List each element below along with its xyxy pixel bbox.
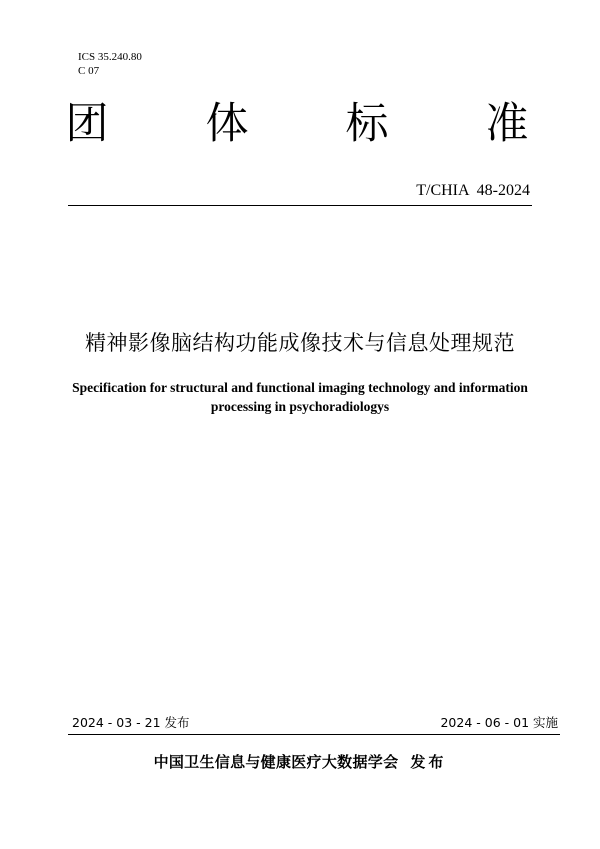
publisher-action: 发布	[410, 753, 447, 771]
standard-number: T/CHIA 48-2024	[416, 182, 530, 199]
bottom-divider	[68, 734, 560, 735]
classification-codes	[78, 50, 142, 78]
english-title	[40, 378, 560, 416]
doc-type-char: 准	[485, 99, 529, 149]
doc-type-char: 团	[65, 99, 109, 149]
ics-code: ICS 35.240.80	[78, 51, 142, 63]
document-type-heading	[62, 96, 532, 152]
issue-date: 2024 - 03 - 21 发布	[72, 715, 190, 730]
implementation-date: 2024 - 06 - 01 实施	[440, 715, 558, 730]
top-divider	[68, 205, 532, 206]
doc-type-char: 体	[205, 99, 249, 149]
english-title-line: Specification for structural and functional imaging technology and information	[72, 380, 528, 395]
ccs-code: C 07	[78, 65, 100, 77]
publisher-line	[0, 751, 600, 773]
chinese-title: 精神影像脑结构功能成像技术与信息处理规范	[85, 331, 515, 355]
publisher-organization: 中国卫生信息与健康医疗大数据学会	[153, 753, 399, 771]
doc-type-char: 标	[345, 99, 389, 149]
english-title-line: processing in psychoradiologys	[210, 399, 390, 414]
